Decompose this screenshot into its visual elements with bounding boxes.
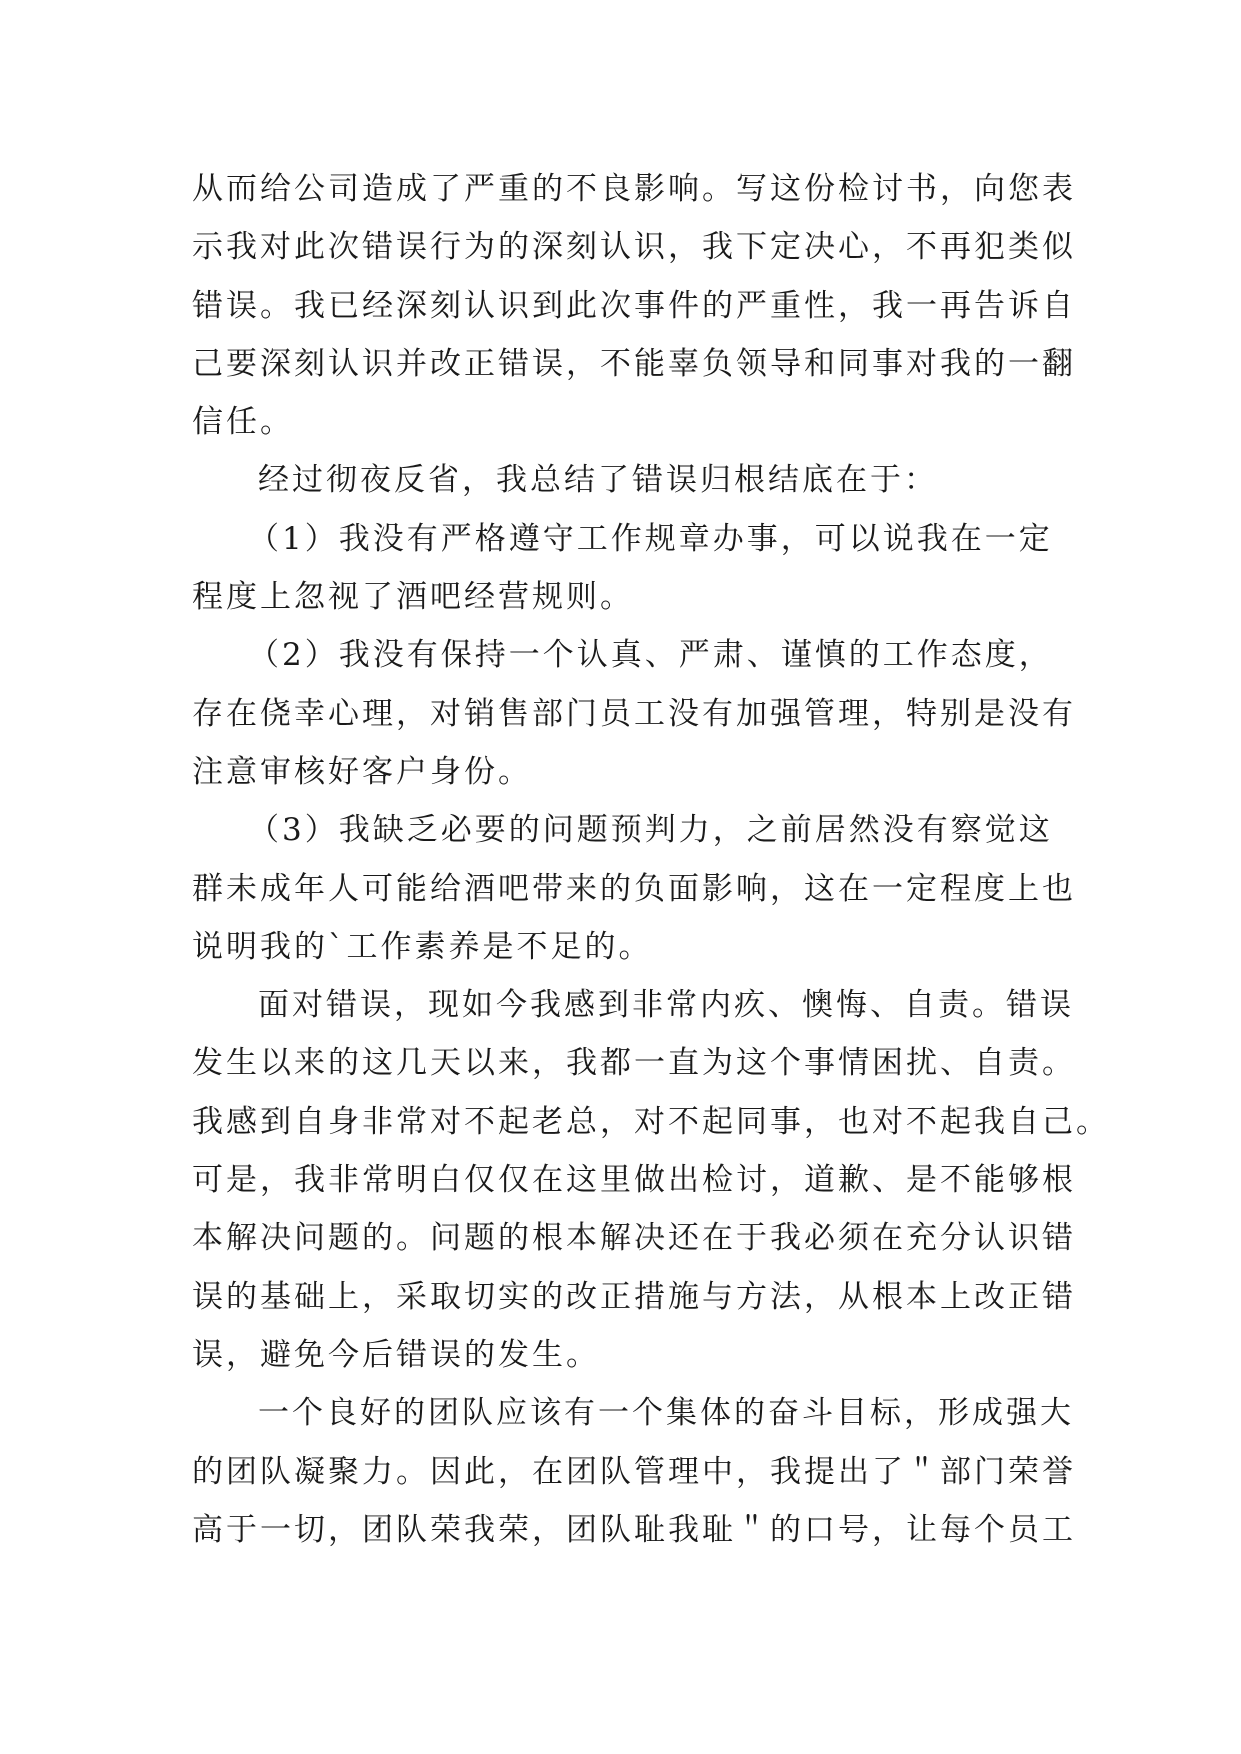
text-line: 误的基础上，采取切实的改正措施与方法，从根本上改正错 [192,1278,1076,1315]
text-line: 说明我的`工作素养是不足的。 [192,928,653,965]
text-line: 可是，我非常明白仅仅在这里做出检讨，道歉、是不能够根 [192,1162,1076,1199]
text-line: 错误。我已经深刻认识到此次事件的严重性，我一再告诉自 [192,287,1076,324]
text-line: 程度上忽视了酒吧经营规则。 [192,579,634,616]
text-line: 误，避免今后错误的发生。 [192,1336,600,1373]
text-line: （1）我没有严格遵守工作规章办事，可以说我在一定 [248,520,1053,557]
text-line: 经过彻夜反省，我总结了错误归根结底在于： [258,462,938,499]
text-line: 发生以来的这几天以来，我都一直为这个事情困扰、自责。 [192,1045,1076,1082]
text-line: 存在侥幸心理，对销售部门员工没有加强管理，特别是没有 [192,695,1076,732]
text-line: （3）我缺乏必要的问题预判力，之前居然没有察觉这 [248,812,1053,849]
text-line: 一个良好的团队应该有一个集体的奋斗目标，形成强大 [258,1395,1074,1432]
text-line: 的团队凝聚力。因此，在团队管理中，我提出了＂部门荣誉 [192,1453,1076,1490]
text-line: 从而给公司造成了严重的不良影响。写这份检讨书，向您表 [192,171,1076,207]
text-line: 我感到自身非常对不起老总，对不起同事，也对不起我自己。 [192,1103,1110,1140]
text-line: 本解决问题的。问题的根本解决还在于我必须在充分认识错 [192,1220,1076,1257]
text-line: 示我对此次错误行为的深刻认识，我下定决心，不再犯类似 [192,229,1076,266]
text-line: 群未成年人可能给酒吧带来的负面影响，这在一定程度上也 [192,870,1076,907]
text-line: 面对错误，现如今我感到非常内疚、懊悔、自责。错误 [258,987,1074,1024]
text-line: 己要深刻认识并改正错误，不能辜负领导和同事对我的一翻 [192,345,1076,382]
text-line: 信任。 [192,404,294,441]
document-body [192,160,1110,1559]
text-line: 注意审核好客户身份。 [192,753,532,790]
text-line: （2）我没有保持一个认真、严肃、谨慎的工作态度， [248,637,1053,674]
text-line: 高于一切，团队荣我荣，团队耻我耻＂的口号，让每个员工 [192,1511,1076,1548]
